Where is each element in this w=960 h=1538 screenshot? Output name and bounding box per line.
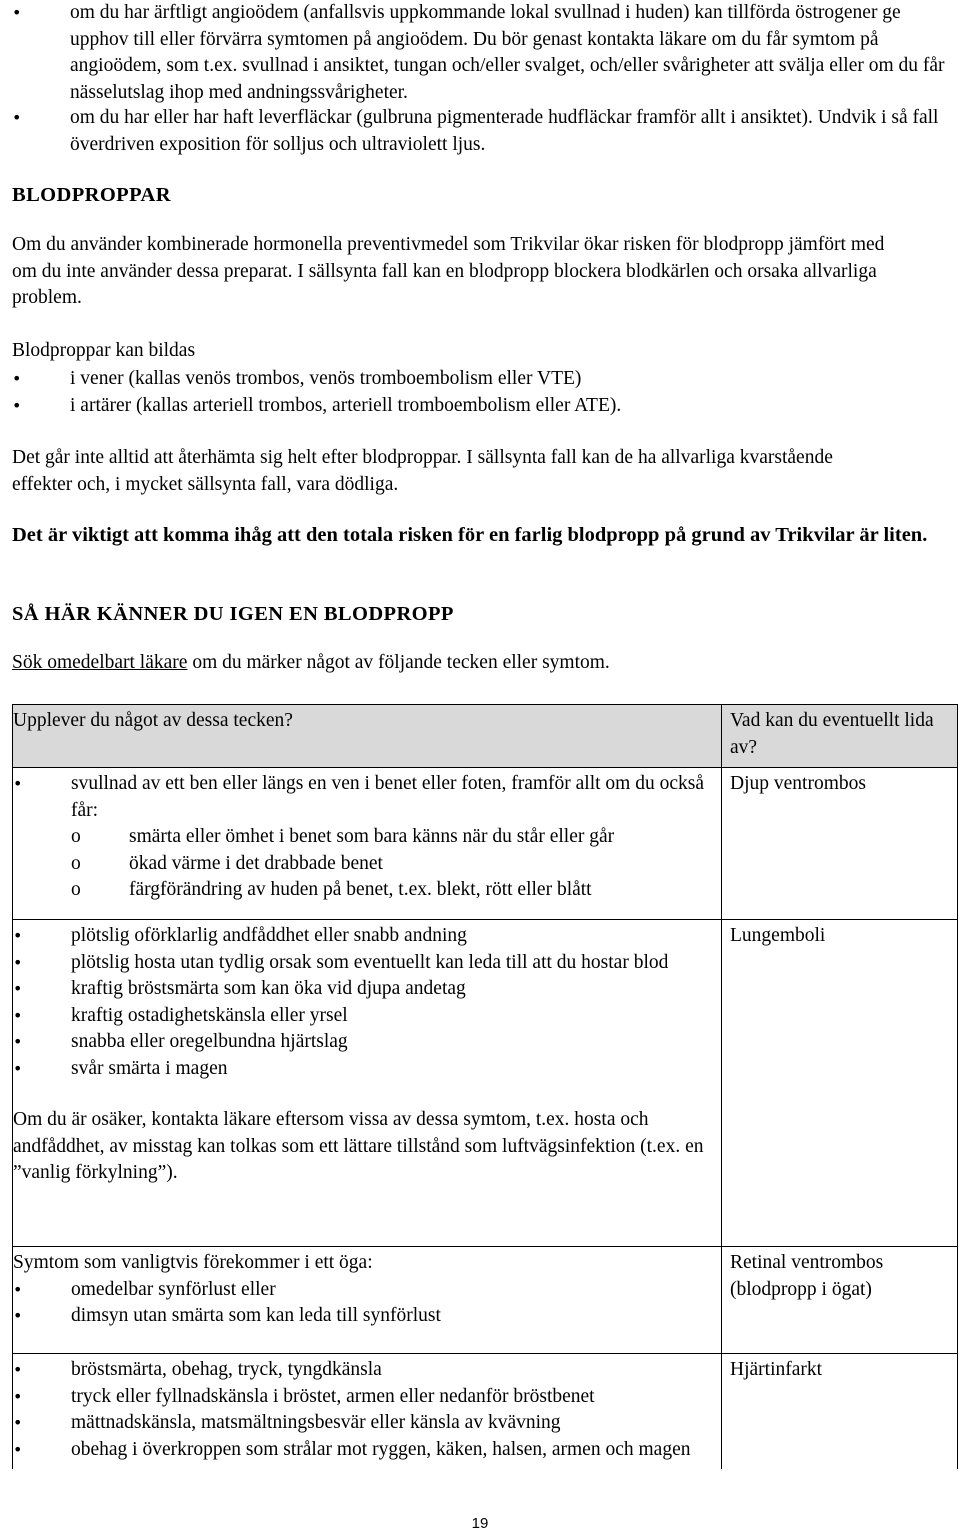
list-item: • kraftig ostadighetskänsla eller yrsel [13, 1003, 713, 1030]
dvt-sub-text: smärta eller ömhet i benet som bara känns när du står eller går [129, 826, 615, 847]
list-item: • plötslig hosta utan tydlig orsak som eventuellt kan leda till att du hostar blod [13, 950, 713, 977]
sub-marker: o [71, 879, 81, 900]
blodproppar-heading: BLODPROPPAR [12, 184, 171, 206]
sub-marker: o [71, 826, 81, 847]
row-dvt-condition: Djup ventrombos [722, 768, 958, 920]
retinal-intro: Symtom som vanligtvis förekommer i ett öga: [13, 1252, 373, 1273]
seek-doctor-emphasis: Sök omedelbart läkare [12, 652, 188, 673]
symptom-table [12, 704, 958, 1469]
table-row [13, 768, 958, 920]
table-row [13, 1247, 958, 1354]
header-signs: Upplever du något av dessa tecken? [13, 705, 722, 768]
list-item: • mättnadskänsla, matsmältningsbesvär eller känsla av kvävning [13, 1410, 713, 1437]
list-item: • omedelbar synförlust eller [13, 1277, 713, 1304]
dvt-sub-item [13, 824, 713, 851]
list-item: • svår smärta i magen [13, 1056, 713, 1083]
page-number: 19 [471, 1515, 489, 1532]
intro-bullet-leverflackar: • om du har eller har haft leverfläckar (gulbruna pigmenterade hudfläckar framför allt i ansiktet). Undvik i så fall överdriven exposition för solljus och ultraviolett ljus. [12, 105, 960, 158]
dvt-sub-item [13, 851, 713, 878]
row-hjartinfarkt-signs [13, 1354, 722, 1470]
risk-bold-note: Det är viktigt att komma ihåg att den totala risken för en farlig blodpropp på grund av Trikvilar är liten. [12, 524, 928, 546]
dvt-main-bullet: • svullnad av ett ben eller längs en ven i benet eller foten, framför allt om du också får: [13, 771, 713, 824]
bullet-artarer: • i artärer (kallas arteriell trombos, arteriell tromboembolism eller ATE). [12, 393, 950, 420]
table-header-row [13, 705, 958, 768]
row-lungemboli-condition: Lungemboli [722, 920, 958, 1247]
bullet-vener: • i vener (kallas venös trombos, venös tromboembolism eller VTE) [12, 366, 950, 393]
table-row [13, 1354, 958, 1470]
list-item: • obehag i överkroppen som strålar mot ryggen, käken, halsen, armen och magen [13, 1437, 713, 1464]
list-item: • tryck eller fyllnadskänsla i bröstet, armen eller nedanför bröstbenet [13, 1384, 713, 1411]
recovery-paragraph: Det går inte alltid att återhämta sig helt efter blodproppar. I sällsynta fall kan de ha allvarliga kvarstående effekter och, i mycket sällsynta fall, vara dödliga. [12, 447, 833, 495]
list-item: • bröstsmärta, obehag, tryck, tyngdkänsla [13, 1357, 713, 1384]
list-item: • kraftig bröstsmärta som kan öka vid djupa andetag [13, 976, 713, 1003]
dvt-sub-text: färgförändring av huden på benet, t.ex. blekt, rött eller blått [129, 879, 592, 900]
row-retinal-signs [13, 1247, 722, 1354]
row-hjartinfarkt-condition: Hjärtinfarkt [722, 1354, 958, 1470]
recognize-heading: SÅ HÄR KÄNNER DU IGEN EN BLODPROPP [12, 603, 454, 625]
lungemboli-note: Om du är osäker, kontakta läkare eftersom vissa av dessa symtom, t.ex. hosta och andfåddhet, av misstag kan tolkas som ett lättare tillstånd som luftvägsinfektion (t.ex. en ”vanlig förkylning”). [13, 1109, 704, 1183]
row-dvt-signs [13, 768, 722, 920]
list-item: • plötslig oförklarlig andfåddhet eller snabb andning [13, 923, 713, 950]
blodproppar-paragraph: Om du använder kombinerade hormonella preventivmedel som Trikvilar ökar risken för blodpropp jämfört med om du inte använder dessa preparat. I sällsynta fall kan en blodpropp blockera blodkärlen och orsaka allvarliga problem. [12, 234, 885, 308]
row-retinal-condition: Retinal ventrombos (blodpropp i ögat) [722, 1247, 958, 1354]
blodproppar-can-form: Blodproppar kan bildas [12, 340, 196, 361]
seek-doctor-line [12, 650, 610, 677]
intro-bullet-angioedema: • om du har ärftligt angioödem (anfallsvis uppkommande lokal svullnad i huden) kan tillförda östrogener ge upphov till eller förvärra symtomen på angioödem. Du bör genast kontakta läkare om du får symtom på angioödem, som t.ex. svullnad i ansiktet, tungan och/eller svalget, och/eller svårigheter att svälja eller om du får nässelutslag ihop med andningssvårigheter. [12, 0, 960, 106]
list-item: • snabba eller oregelbundna hjärtslag [13, 1029, 713, 1056]
dvt-sub-item [13, 877, 713, 904]
seek-doctor-rest: om du märker något av följande tecken eller symtom. [187, 652, 610, 673]
table-row [13, 920, 958, 1247]
row-lungemboli-signs [13, 920, 722, 1247]
sub-marker: o [71, 852, 81, 874]
list-item: • dimsyn utan smärta som kan leda till synförlust [13, 1303, 713, 1330]
dvt-sub-text: ökad värme i det drabbade benet [129, 852, 383, 874]
header-condition: Vad kan du eventuellt lida av? [722, 705, 958, 768]
